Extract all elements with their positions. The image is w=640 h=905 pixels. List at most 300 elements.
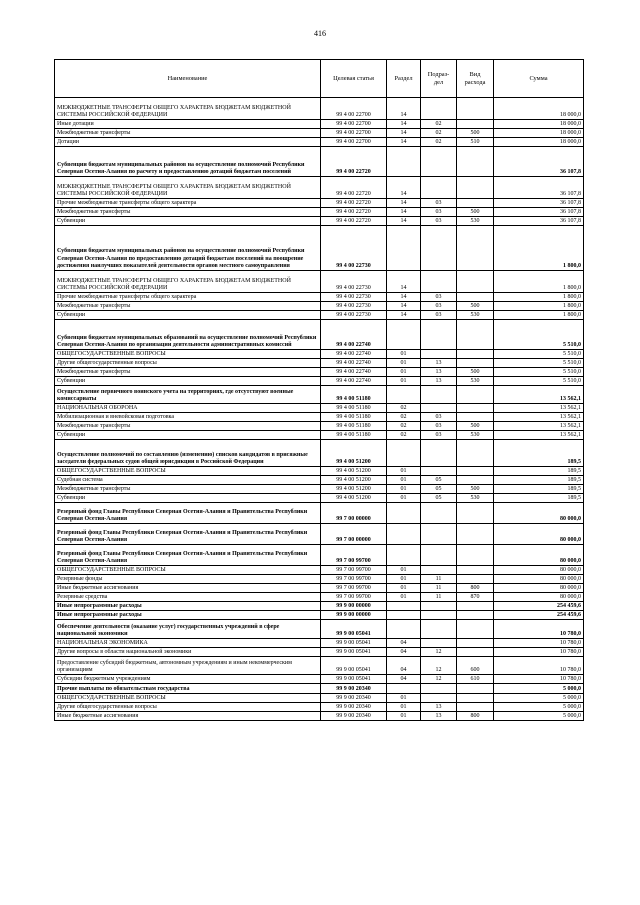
cell-sum: 36 107,8 — [494, 147, 584, 177]
cell-subsection — [421, 524, 457, 545]
cell-subsection: 11 — [421, 575, 457, 584]
cell-target: 99 4 00 22720 — [321, 217, 387, 226]
table-row — [55, 386, 584, 404]
cell-section: 04 — [387, 648, 421, 657]
cell-target: 99 4 00 22740 — [321, 377, 387, 386]
cell-section — [387, 147, 421, 177]
cell-sum: 80 000,0 — [494, 584, 584, 593]
cell-name: Осуществление первичного воинского учета на территориях, где отсутствуют военные комиссариаты — [55, 386, 321, 404]
cell-sum: 254 459,6 — [494, 611, 584, 620]
table-row — [55, 593, 584, 602]
table-row — [55, 639, 584, 648]
cell-type — [457, 639, 494, 648]
cell-section: 01 — [387, 377, 421, 386]
cell-name: Межбюджетные трансферты — [55, 302, 321, 311]
table-row — [55, 485, 584, 494]
cell-name: ОБЩЕГОСУДАРСТВЕННЫЕ ВОПРОСЫ — [55, 566, 321, 575]
cell-subsection — [421, 684, 457, 694]
table-row — [55, 422, 584, 431]
cell-name: Другие общегосударственные вопросы — [55, 703, 321, 712]
cell-sum: 1 800,0 — [494, 293, 584, 302]
cell-name: Субвенции бюджетам муниципальных районов на осуществление полномочий Республики Северная Осетия-Алания по расчету и предоставлению дотаций бюджетам поселений — [55, 147, 321, 177]
cell-name: МЕЖБЮДЖЕТНЫЕ ТРАНСФЕРТЫ ОБЩЕГО ХАРАКТЕРА БЮДЖЕТАМ БЮДЖЕТНОЙ СИСТЕМЫ РОССИЙСКОЙ ФЕДЕРАЦИИ — [55, 177, 321, 199]
table-row — [55, 226, 584, 271]
cell-sum: 189,5 — [494, 440, 584, 467]
cell-name: Иные дотации — [55, 120, 321, 129]
cell-sum: 10 780,0 — [494, 620, 584, 639]
cell-name: Субвенции бюджетам муниципальных образований на осуществление полномочий Республики Северная Осетия-Алания по организации деятельности административных комиссий — [55, 320, 321, 350]
cell-name: ОБЩЕГОСУДАРСТВЕННЫЕ ВОПРОСЫ — [55, 694, 321, 703]
cell-type — [457, 226, 494, 271]
cell-name: Резервные средства — [55, 593, 321, 602]
cell-type — [457, 545, 494, 566]
cell-name: ОБЩЕГОСУДАРСТВЕННЫЕ ВОПРОСЫ — [55, 350, 321, 359]
cell-subsection — [421, 271, 457, 293]
cell-name: Мобилизационная и вневойсковая подготовка — [55, 413, 321, 422]
table-row — [55, 359, 584, 368]
cell-section — [387, 545, 421, 566]
table-row — [55, 566, 584, 575]
cell-subsection: 03 — [421, 208, 457, 217]
cell-subsection — [421, 467, 457, 476]
cell-sum: 80 000,0 — [494, 503, 584, 524]
cell-name: Субвенции — [55, 377, 321, 386]
table-row — [55, 575, 584, 584]
cell-section: 04 — [387, 657, 421, 675]
cell-type — [457, 359, 494, 368]
cell-target: 99 7 00 99700 — [321, 593, 387, 602]
header-target: Целевая статья — [321, 60, 387, 98]
cell-type: 500 — [457, 302, 494, 311]
cell-name: Субвенции — [55, 431, 321, 440]
cell-subsection: 13 — [421, 712, 457, 721]
cell-sum: 5 000,0 — [494, 712, 584, 721]
cell-target: 99 4 00 51200 — [321, 494, 387, 503]
cell-section — [387, 524, 421, 545]
cell-subsection: 03 — [421, 199, 457, 208]
table-row — [55, 199, 584, 208]
cell-type — [457, 467, 494, 476]
cell-type: 500 — [457, 422, 494, 431]
page-number: 416 — [314, 29, 326, 38]
cell-type — [457, 684, 494, 694]
cell-target: 99 4 00 22700 — [321, 120, 387, 129]
table-row — [55, 712, 584, 721]
cell-section: 01 — [387, 467, 421, 476]
cell-target: 99 4 00 22730 — [321, 271, 387, 293]
cell-name: Резервный фонд Главы Республики Северная Осетия-Алания и Правительства Республики Северная Осетия-Алания — [55, 524, 321, 545]
cell-name: Иные бюджетные ассигнования — [55, 712, 321, 721]
table-row — [55, 431, 584, 440]
header-section: Раздел — [387, 60, 421, 98]
cell-subsection — [421, 694, 457, 703]
cell-type — [457, 524, 494, 545]
cell-name: Прочие межбюджетные трансферты общего характера — [55, 293, 321, 302]
cell-subsection: 03 — [421, 422, 457, 431]
cell-section: 01 — [387, 359, 421, 368]
cell-subsection: 03 — [421, 413, 457, 422]
cell-sum: 80 000,0 — [494, 524, 584, 545]
table-row — [55, 503, 584, 524]
cell-target: 99 4 00 22730 — [321, 302, 387, 311]
cell-subsection: 05 — [421, 494, 457, 503]
cell-sum: 1 800,0 — [494, 302, 584, 311]
table-row — [55, 208, 584, 217]
cell-sum: 80 000,0 — [494, 575, 584, 584]
cell-type — [457, 320, 494, 350]
cell-type — [457, 602, 494, 611]
cell-section: 01 — [387, 485, 421, 494]
cell-section: 14 — [387, 271, 421, 293]
cell-section: 01 — [387, 494, 421, 503]
cell-section — [387, 684, 421, 694]
cell-sum: 10 780,0 — [494, 657, 584, 675]
cell-type — [457, 120, 494, 129]
table-row — [55, 129, 584, 138]
cell-section: 02 — [387, 404, 421, 413]
cell-section: 14 — [387, 311, 421, 320]
cell-target: 99 9 00 20340 — [321, 694, 387, 703]
cell-subsection — [421, 226, 457, 271]
cell-section: 01 — [387, 593, 421, 602]
table-row — [55, 271, 584, 293]
cell-subsection — [421, 566, 457, 575]
cell-sum: 10 780,0 — [494, 639, 584, 648]
cell-type — [457, 476, 494, 485]
cell-target: 99 9 00 00000 — [321, 611, 387, 620]
cell-type: 530 — [457, 431, 494, 440]
cell-name: МЕЖБЮДЖЕТНЫЕ ТРАНСФЕРТЫ ОБЩЕГО ХАРАКТЕРА БЮДЖЕТАМ БЮДЖЕТНОЙ СИСТЕМЫ РОССИЙСКОЙ ФЕДЕРАЦИИ — [55, 98, 321, 120]
cell-section — [387, 440, 421, 467]
cell-name: Резервные фонды — [55, 575, 321, 584]
cell-type: 530 — [457, 377, 494, 386]
cell-type — [457, 575, 494, 584]
table-row — [55, 413, 584, 422]
cell-type: 800 — [457, 712, 494, 721]
cell-target: 99 4 00 22740 — [321, 320, 387, 350]
cell-subsection — [421, 440, 457, 467]
cell-sum: 80 000,0 — [494, 566, 584, 575]
cell-name: Межбюджетные трансферты — [55, 129, 321, 138]
cell-sum: 36 107,8 — [494, 177, 584, 199]
cell-target: 99 4 00 22720 — [321, 147, 387, 177]
cell-section — [387, 386, 421, 404]
cell-section: 02 — [387, 422, 421, 431]
cell-subsection — [421, 404, 457, 413]
cell-type — [457, 147, 494, 177]
cell-type — [457, 413, 494, 422]
cell-type: 610 — [457, 675, 494, 684]
cell-subsection — [421, 350, 457, 359]
cell-section — [387, 226, 421, 271]
cell-name: Обеспечение деятельности (оказание услуг) государственных учреждений в сфере национальной экономики — [55, 620, 321, 639]
cell-target: 99 7 00 99700 — [321, 566, 387, 575]
cell-subsection — [421, 98, 457, 120]
cell-subsection: 13 — [421, 368, 457, 377]
cell-type — [457, 694, 494, 703]
cell-type — [457, 350, 494, 359]
cell-section: 14 — [387, 138, 421, 147]
cell-section: 02 — [387, 413, 421, 422]
cell-name: Резервный фонд Главы Республики Северная Осетия-Алания и Правительства Республики Северная Осетия-Алания — [55, 503, 321, 524]
table-body — [55, 98, 584, 721]
cell-type — [457, 611, 494, 620]
cell-target: 99 4 00 22740 — [321, 359, 387, 368]
table-row — [55, 467, 584, 476]
cell-target: 99 7 00 99700 — [321, 575, 387, 584]
cell-sum: 5 510,0 — [494, 368, 584, 377]
cell-sum: 5 510,0 — [494, 359, 584, 368]
table-row — [55, 703, 584, 712]
cell-section: 14 — [387, 208, 421, 217]
cell-sum: 189,5 — [494, 494, 584, 503]
cell-sum: 36 107,8 — [494, 199, 584, 208]
cell-sum: 189,5 — [494, 485, 584, 494]
header-type: Вид расхода — [457, 60, 494, 98]
cell-type: 530 — [457, 311, 494, 320]
cell-target: 99 9 00 05041 — [321, 648, 387, 657]
cell-sum: 5 510,0 — [494, 377, 584, 386]
cell-target: 99 7 00 00000 — [321, 503, 387, 524]
cell-subsection — [421, 177, 457, 199]
cell-section: 01 — [387, 476, 421, 485]
cell-name: Иные бюджетные ассигнования — [55, 584, 321, 593]
cell-target: 99 4 00 51180 — [321, 413, 387, 422]
cell-section: 01 — [387, 368, 421, 377]
cell-section: 14 — [387, 120, 421, 129]
cell-sum: 5 000,0 — [494, 694, 584, 703]
cell-name: НАЦИОНАЛЬНАЯ ОБОРОНА — [55, 404, 321, 413]
cell-sum: 1 800,0 — [494, 311, 584, 320]
cell-type: 870 — [457, 593, 494, 602]
cell-target: 99 4 00 22720 — [321, 177, 387, 199]
cell-subsection: 02 — [421, 120, 457, 129]
cell-target: 99 7 00 99700 — [321, 584, 387, 593]
cell-subsection: 02 — [421, 138, 457, 147]
cell-name: Предоставление субсидий бюджетным, автономным учреждениям и иным некоммерческим организациям — [55, 657, 321, 675]
cell-name: Другие общегосударственные вопросы — [55, 359, 321, 368]
cell-name: Межбюджетные трансферты — [55, 422, 321, 431]
cell-subsection — [421, 611, 457, 620]
cell-sum: 254 459,6 — [494, 602, 584, 611]
cell-subsection: 03 — [421, 431, 457, 440]
cell-name: Иные непрограммные расходы — [55, 602, 321, 611]
cell-subsection: 12 — [421, 675, 457, 684]
cell-target: 99 4 00 51200 — [321, 467, 387, 476]
cell-name: Межбюджетные трансферты — [55, 485, 321, 494]
cell-type: 500 — [457, 208, 494, 217]
cell-subsection — [421, 386, 457, 404]
cell-type — [457, 703, 494, 712]
cell-sum: 18 000,0 — [494, 138, 584, 147]
cell-subsection — [421, 602, 457, 611]
cell-subsection — [421, 147, 457, 177]
cell-target: 99 4 00 22730 — [321, 226, 387, 271]
cell-type: 530 — [457, 494, 494, 503]
cell-name: Субвенции — [55, 494, 321, 503]
cell-sum: 13 562,1 — [494, 404, 584, 413]
cell-section: 01 — [387, 703, 421, 712]
cell-name: Резервный фонд Главы Республики Северная Осетия-Алания и Правительства Республики Северная Осетия-Алания — [55, 545, 321, 566]
cell-target: 99 9 00 05041 — [321, 620, 387, 639]
cell-subsection — [421, 639, 457, 648]
cell-target: 99 9 00 05041 — [321, 639, 387, 648]
cell-target: 99 4 00 22730 — [321, 293, 387, 302]
table-row — [55, 620, 584, 639]
cell-target: 99 9 00 20340 — [321, 712, 387, 721]
cell-section: 14 — [387, 129, 421, 138]
cell-sum: 13 562,1 — [494, 422, 584, 431]
cell-section: 01 — [387, 584, 421, 593]
cell-sum: 189,5 — [494, 476, 584, 485]
table-row — [55, 404, 584, 413]
cell-name: Прочие выплаты по обязательствам государства — [55, 684, 321, 694]
cell-subsection: 03 — [421, 311, 457, 320]
cell-target: 99 4 00 22700 — [321, 138, 387, 147]
table-row — [55, 302, 584, 311]
cell-type: 500 — [457, 485, 494, 494]
cell-target: 99 7 00 99700 — [321, 545, 387, 566]
cell-target: 99 9 00 20340 — [321, 684, 387, 694]
cell-section: 01 — [387, 566, 421, 575]
table-row — [55, 147, 584, 177]
table-row — [55, 98, 584, 120]
table-row — [55, 120, 584, 129]
cell-target: 99 9 00 05041 — [321, 657, 387, 675]
table-row — [55, 602, 584, 611]
table-row — [55, 684, 584, 694]
cell-subsection: 12 — [421, 657, 457, 675]
cell-type — [457, 177, 494, 199]
cell-section: 01 — [387, 694, 421, 703]
cell-sum: 18 000,0 — [494, 120, 584, 129]
table-row — [55, 368, 584, 377]
cell-target: 99 4 00 22740 — [321, 368, 387, 377]
table-row — [55, 320, 584, 350]
cell-subsection: 03 — [421, 302, 457, 311]
table-row — [55, 311, 584, 320]
cell-sum: 13 562,1 — [494, 431, 584, 440]
cell-name: Иные непрограммные расходы — [55, 611, 321, 620]
cell-name: ОБЩЕГОСУДАРСТВЕННЫЕ ВОПРОСЫ — [55, 467, 321, 476]
cell-subsection: 05 — [421, 485, 457, 494]
cell-type — [457, 648, 494, 657]
cell-subsection: 05 — [421, 476, 457, 485]
cell-type: 500 — [457, 368, 494, 377]
cell-type — [457, 386, 494, 404]
table-row — [55, 545, 584, 566]
cell-subsection: 02 — [421, 129, 457, 138]
table-row — [55, 350, 584, 359]
cell-sum: 1 800,0 — [494, 271, 584, 293]
cell-target: 99 4 00 22700 — [321, 98, 387, 120]
cell-sum: 10 780,0 — [494, 675, 584, 684]
cell-type — [457, 566, 494, 575]
cell-sum: 1 800,0 — [494, 226, 584, 271]
cell-name: Субвенции — [55, 311, 321, 320]
table-row — [55, 293, 584, 302]
header-sum: Сумма — [494, 60, 584, 98]
cell-name: Другие вопросы в области национальной экономики — [55, 648, 321, 657]
cell-sum: 5 000,0 — [494, 684, 584, 694]
table-row — [55, 440, 584, 467]
cell-type — [457, 199, 494, 208]
table-row — [55, 138, 584, 147]
cell-section — [387, 620, 421, 639]
cell-subsection: 13 — [421, 359, 457, 368]
table-row — [55, 657, 584, 675]
cell-sum: 36 107,8 — [494, 217, 584, 226]
cell-name: Межбюджетные трансферты — [55, 208, 321, 217]
cell-target: 99 4 00 51180 — [321, 386, 387, 404]
cell-type — [457, 440, 494, 467]
header-name: Наименование — [55, 60, 321, 98]
cell-section — [387, 602, 421, 611]
cell-target: 99 4 00 22700 — [321, 129, 387, 138]
cell-name: Прочие межбюджетные трансферты общего характера — [55, 199, 321, 208]
cell-sum: 5 000,0 — [494, 703, 584, 712]
cell-name: МЕЖБЮДЖЕТНЫЕ ТРАНСФЕРТЫ ОБЩЕГО ХАРАКТЕРА БЮДЖЕТАМ БЮДЖЕТНОЙ СИСТЕМЫ РОССИЙСКОЙ ФЕДЕРАЦИИ — [55, 271, 321, 293]
table-row — [55, 694, 584, 703]
cell-type: 500 — [457, 129, 494, 138]
cell-type: 600 — [457, 657, 494, 675]
cell-target: 99 4 00 51180 — [321, 422, 387, 431]
cell-target: 99 4 00 22720 — [321, 199, 387, 208]
header-subsection: Подраз- дел — [421, 60, 457, 98]
cell-sum: 13 562,1 — [494, 413, 584, 422]
cell-name: НАЦИОНАЛЬНАЯ ЭКОНОМИКА — [55, 639, 321, 648]
cell-section — [387, 320, 421, 350]
cell-name: Субвенции бюджетам муниципальных районов на осуществление полномочий Республики Северная Осетия-Алания по предоставлению дотаций бюджетам поселений на поощрение достижения наилучших показателей деятельности органов местного самоуправления — [55, 226, 321, 271]
cell-type — [457, 620, 494, 639]
cell-target: 99 4 00 51200 — [321, 485, 387, 494]
table-row — [55, 494, 584, 503]
table-row — [55, 377, 584, 386]
cell-section: 14 — [387, 177, 421, 199]
table-row — [55, 524, 584, 545]
cell-subsection: 13 — [421, 703, 457, 712]
cell-subsection: 03 — [421, 293, 457, 302]
cell-target: 99 4 00 51180 — [321, 404, 387, 413]
cell-subsection — [421, 320, 457, 350]
cell-target: 99 4 00 51200 — [321, 440, 387, 467]
cell-subsection — [421, 620, 457, 639]
cell-type: 530 — [457, 217, 494, 226]
cell-target: 99 4 00 22720 — [321, 208, 387, 217]
cell-type — [457, 503, 494, 524]
cell-name: Осуществление полномочий по составлению (изменению) списков кандидатов в присяжные заседатели федеральных судов общей юрисдикции в Российской Федерации — [55, 440, 321, 467]
cell-type — [457, 271, 494, 293]
cell-sum: 13 562,1 — [494, 386, 584, 404]
cell-section: 04 — [387, 639, 421, 648]
cell-section: 14 — [387, 302, 421, 311]
cell-type: 510 — [457, 138, 494, 147]
cell-subsection: 03 — [421, 217, 457, 226]
table-row — [55, 611, 584, 620]
cell-section: 14 — [387, 293, 421, 302]
table-row — [55, 217, 584, 226]
cell-name: Субсидии бюджетным учреждениям — [55, 675, 321, 684]
cell-sum: 36 107,8 — [494, 208, 584, 217]
cell-sum: 10 780,0 — [494, 648, 584, 657]
cell-section: 14 — [387, 199, 421, 208]
cell-type: 800 — [457, 584, 494, 593]
cell-section: 14 — [387, 217, 421, 226]
cell-sum: 5 510,0 — [494, 320, 584, 350]
cell-target: 99 4 00 22740 — [321, 350, 387, 359]
table-row — [55, 675, 584, 684]
table-row — [55, 177, 584, 199]
